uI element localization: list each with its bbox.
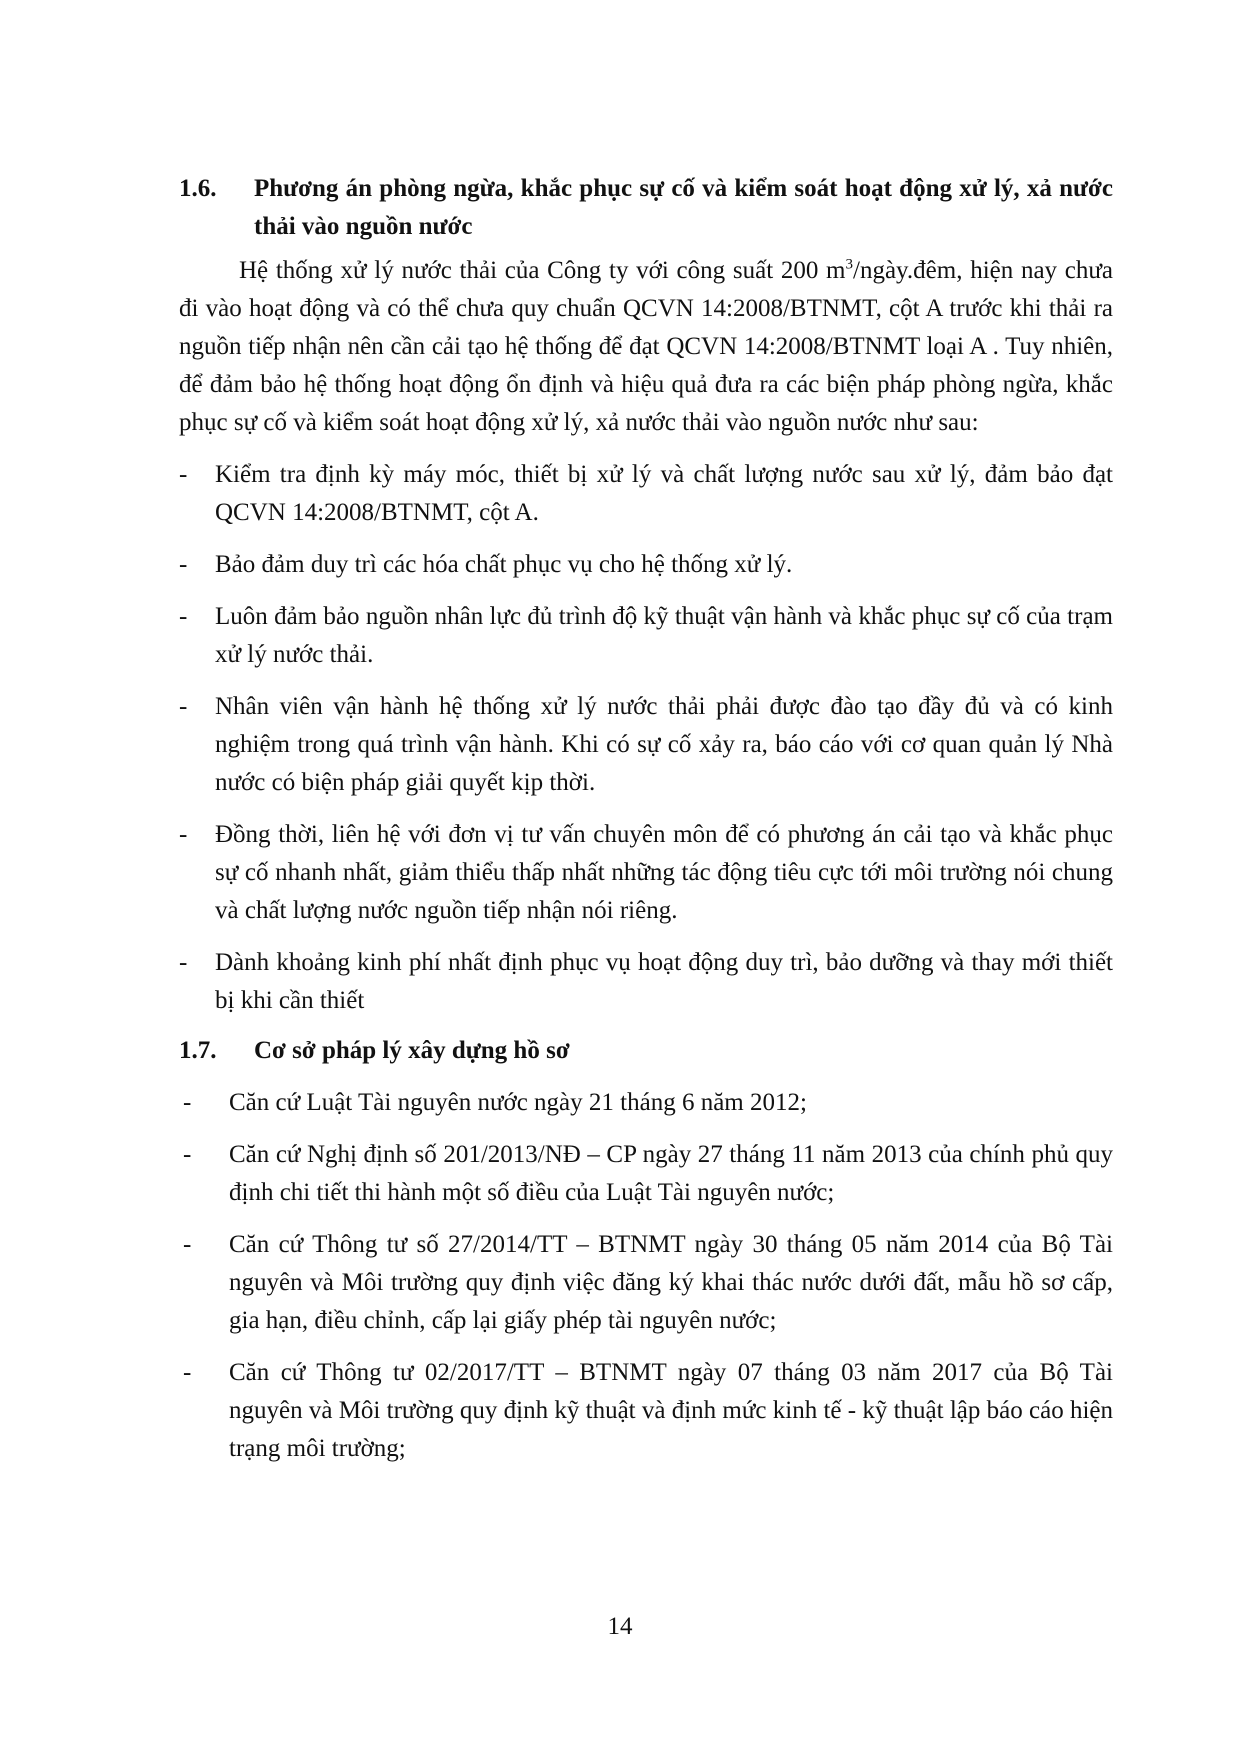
list-item (179, 1354, 1113, 1468)
bullet-dash: - (179, 551, 188, 578)
page-content (179, 170, 1113, 1468)
bullet-dash: - (183, 1359, 192, 1386)
list-item-text: Căn cứ Thông tư 02/2017/TT – BTNMT ngày 07 tháng 03 năm 2017 của Bộ Tài nguyên và Môi trường quy định kỹ thuật và định mức kinh tế - kỹ thuật lập báo cáo hiện trạng môi trường; (229, 1359, 1113, 1462)
list-item-text: Đồng thời, liên hệ với đơn vị tư vấn chuyên môn để có phương án cải tạo và khắc phục sự cố nhanh nhất, giảm thiểu thấp nhất những tác động tiêu cực tới môi trường nói chung và chất lượng nước nguồn tiếp nhận nói riêng. (215, 821, 1113, 924)
bullet-dash: - (179, 821, 188, 848)
bullet-dash: - (183, 1089, 192, 1116)
page-number: 14 (607, 1613, 633, 1640)
intro-text-part-2: /ngày.đêm, hiện nay chưa đi vào hoạt động và có thể chưa quy chuẩn QCVN 14:2008/BTNMT, cột A trước khi thải ra nguồn tiếp nhận nên cần cải tạo hệ thống để đạt QCVN 14:2008/BTNMT loại A . Tuy nhiên, để đảm bảo hệ thống hoạt động ổn định và hiệu quả đưa ra các biện pháp phòng ngừa, khắc phục sự cố và kiểm soát hoạt động xử lý, xả nước thải vào nguồn nước như sau: (179, 257, 1113, 436)
list-item (179, 1084, 1113, 1122)
section-heading-1-6 (179, 170, 1113, 246)
list-item (159, 546, 1113, 584)
list-item-text: Nhân viên vận hành hệ thống xử lý nước thải phải được đào tạo đầy đủ và có kinh nghiệm trong quá trình vận hành. Khi có sự cố xảy ra, báo cáo với cơ quan quản lý Nhà nước có biện pháp giải quyết kịp thời. (215, 693, 1113, 796)
list-item-text: Bảo đảm duy trì các hóa chất phục vụ cho hệ thống xử lý. (215, 551, 793, 578)
bullet-dash: - (179, 461, 188, 488)
list-item (179, 1226, 1113, 1340)
section-number: 1.6. (179, 175, 217, 202)
list-item-text: Căn cứ Thông tư số 27/2014/TT – BTNMT ngày 30 tháng 05 năm 2014 của Bộ Tài nguyên và Môi trường quy định việc đăng ký khai thác nước dưới đất, mẫu hồ sơ cấp, gia hạn, điều chỉnh, cấp lại giấy phép tài nguyên nước; (229, 1231, 1113, 1334)
list-item-text: Dành khoảng kinh phí nhất định phục vụ hoạt động duy trì, bảo dưỡng và thay mới thiết bị khi cần thiết (215, 949, 1113, 1014)
section-title: Phương án phòng ngừa, khắc phục sự cố và kiểm soát hoạt động xử lý, xả nước thải vào nguồn nước (254, 175, 1113, 240)
list-item (159, 598, 1113, 674)
bullet-dash: - (179, 949, 188, 976)
list-item (159, 688, 1113, 802)
list-item-text: Kiểm tra định kỳ máy móc, thiết bị xử lý và chất lượng nước sau xử lý, đảm bảo đạt QCVN 14:2008/BTNMT, cột A. (215, 461, 1113, 526)
legal-basis-list (179, 1084, 1113, 1468)
list-item (179, 1136, 1113, 1212)
intro-text-part-1: Hệ thống xử lý nước thải của Công ty với công suất 200 m (239, 257, 846, 284)
list-item (159, 944, 1113, 1020)
section-heading-1-7 (179, 1032, 1113, 1070)
bullet-dash: - (179, 693, 188, 720)
intro-superscript: 3 (845, 256, 854, 273)
section-number: 1.7. (179, 1037, 217, 1064)
list-item (159, 816, 1113, 930)
list-item-text: Căn cứ Nghị định số 201/2013/NĐ – CP ngày 27 tháng 11 năm 2013 của chính phủ quy định chi tiết thi hành một số điều của Luật Tài nguyên nước; (229, 1141, 1113, 1206)
bullet-dash: - (183, 1141, 192, 1168)
list-item-text: Luôn đảm bảo nguồn nhân lực đủ trình độ kỹ thuật vận hành và khắc phục sự cố của trạm xử lý nước thải. (215, 603, 1113, 668)
bullet-dash: - (183, 1231, 192, 1258)
intro-paragraph (179, 252, 1113, 442)
bullet-dash: - (179, 603, 188, 630)
measures-list (159, 456, 1113, 1020)
list-item (159, 456, 1113, 532)
section-title: Cơ sở pháp lý xây dựng hồ sơ (254, 1037, 570, 1064)
list-item-text: Căn cứ Luật Tài nguyên nước ngày 21 tháng 6 năm 2012; (229, 1089, 807, 1116)
